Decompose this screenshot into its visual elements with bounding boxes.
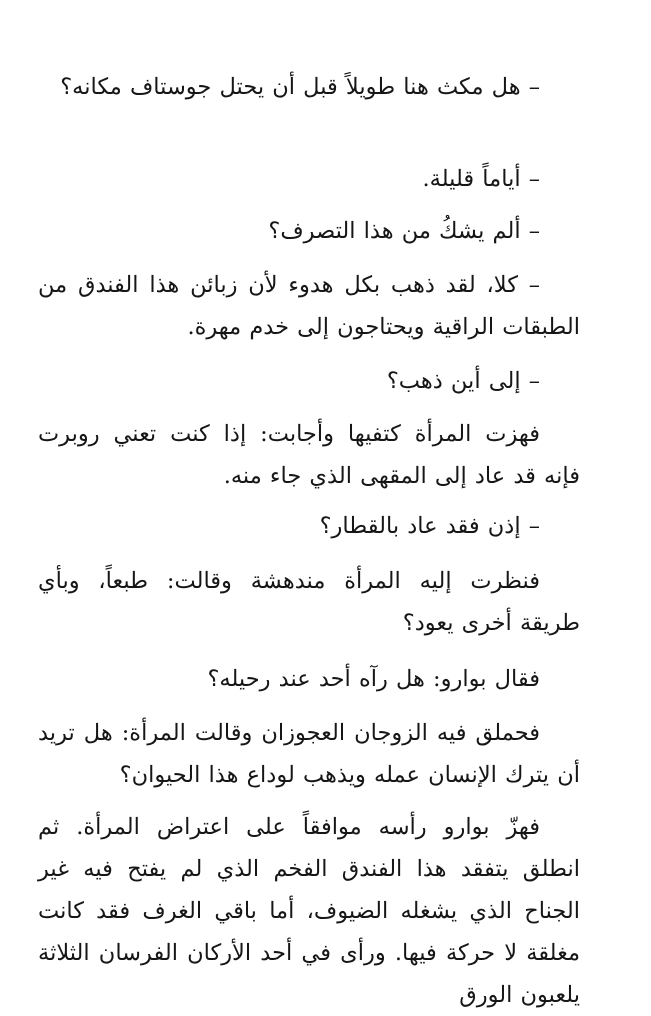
paragraph-3: – ألم يشكُ من هذا التصرف؟ <box>268 218 540 244</box>
paragraph-9: فقال بوارو: هل رآه أحد عند رحيله؟ <box>207 666 540 692</box>
paragraph-8: فنظرت إليه المرأة مندهشة وقالت: طبعاً، وبأي طريقة أخرى يعود؟ <box>38 568 580 636</box>
paragraph-1: – هل مكث هنا طويلاً قبل أن يحتل جوستاف مكانه؟ <box>60 74 540 100</box>
paragraph-10: فحملق فيه الزوجان العجوزان وقالت المرأة: هل تريد أن يترك الإنسان عمله ويذهب لوداع هذا الحيوان؟ <box>38 720 580 788</box>
paragraph-4: – كلا، لقد ذهب بكل هدوء لأن زبائن هذا الفندق من الطبقات الراقية ويحتاجون إلى خدم مهرة. <box>38 272 580 340</box>
paragraph-5: – إلى أين ذهب؟ <box>386 368 540 394</box>
paragraph-7: – إذن فقد عاد بالقطار؟ <box>319 513 540 539</box>
paragraph-11: فهزّ بوارو رأسه موافقاً على اعتراض المرأة. ثم انطلق يتفقد هذا الفندق الفخم الذي لم يفتح فيه غير الجناح الذي يشغله الضيوف، أما باقي الغرف فقد كانت مغلقة لا حركة فيها. ورأى في أحد الأركان الفرسان الثلاثة يلعبون الورق <box>38 814 580 1008</box>
paragraph-2: – أياماً قليلة. <box>422 166 540 192</box>
paragraph-6: فهزت المرأة كتفيها وأجابت: إذا كنت تعني روبرت فإنه قد عاد إلى المقهى الذي جاء منه. <box>38 421 580 489</box>
